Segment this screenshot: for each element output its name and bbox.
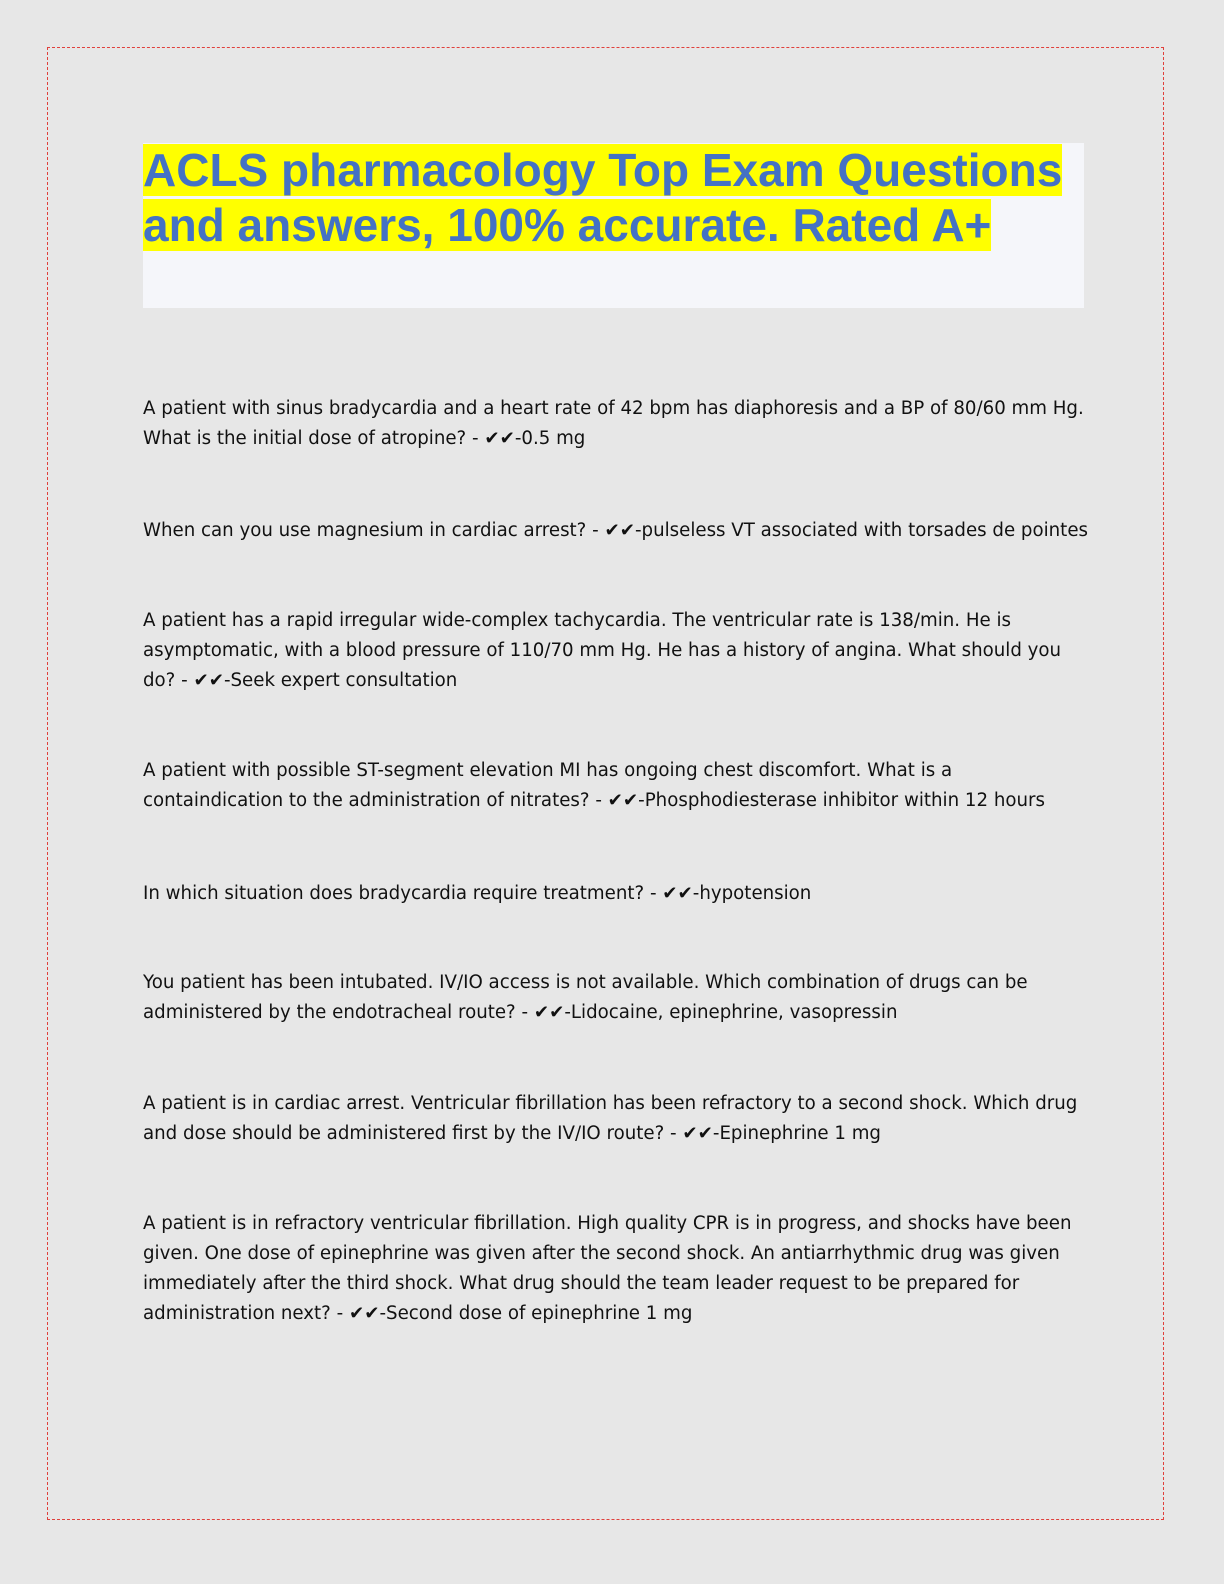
- check-mark-icon: ✔✔: [348, 1303, 380, 1324]
- check-mark-icon: ✔✔: [533, 1002, 565, 1023]
- check-mark-icon: ✔✔: [193, 670, 224, 691]
- question-text: In which situation does bradycardia require treatment?: [143, 883, 645, 904]
- question-text: When can you use magnesium in cardiac arrest?: [143, 520, 587, 541]
- question-text: You patient has been intubated. IV/IO access is not available. Which combination of drugs can be administered by the endotracheal route?: [143, 972, 1028, 1023]
- answer-text: -Epinephrine 1 mg: [712, 1123, 881, 1144]
- question-text: A patient with sinus bradycardia and a heart rate of 42 bpm has diaphoresis and a BP of 80/60 mm Hg. What is the initial dose of atropine?: [143, 398, 1084, 449]
- question-text: A patient has a rapid irregular wide-complex tachycardia. The ventricular rate is 138/min. He is asymptomatic, with a blood pressure of 110/70 mm Hg. He has a history of angina. What should you do?: [143, 610, 1062, 691]
- separator: -: [330, 1303, 349, 1324]
- check-mark-icon: ✔✔: [682, 1123, 713, 1144]
- qa-item-1: [143, 394, 1088, 454]
- separator: -: [515, 1002, 534, 1023]
- qa-item-8: [143, 1209, 1088, 1329]
- title-highlight: ACLS pharmacology Top Exam Questions and answers, 100% accurate. Rated A+: [143, 144, 1063, 251]
- separator: -: [586, 520, 605, 541]
- answer-text: -Seek expert consultation: [223, 670, 458, 691]
- qa-item-5: [143, 879, 1088, 909]
- separator: -: [644, 883, 663, 904]
- answer-text: -Lidocaine, epinephrine, vasopressin: [564, 1002, 898, 1023]
- check-mark-icon: ✔✔: [607, 790, 639, 811]
- qa-item-4: [143, 756, 1088, 816]
- question-text: A patient is in cardiac arrest. Ventricular fibrillation has been refractory to a second shock. Which drug and dose should be administered first by the IV/IO route?: [143, 1093, 1078, 1144]
- answer-text: -hypotension: [692, 883, 812, 904]
- question-text: A patient with possible ST-segment elevation MI has ongoing chest discomfort. What is a containdication to the administration of nitrates?: [143, 760, 953, 811]
- separator: -: [175, 670, 194, 691]
- answer-text: -Phosphodiesterase inhibitor within 12 hours: [638, 790, 1045, 811]
- answer-text: -pulseless VT associated with torsades de pointes: [634, 520, 1088, 541]
- check-mark-icon: ✔✔: [484, 428, 515, 449]
- qa-item-7: [143, 1089, 1088, 1149]
- question-text: A patient is in refractory ventricular fibrillation. High quality CPR is in progress, and shocks have been given. One dose of epinephrine was given after the second shock. An antiarrhythmic drug was given immediately after the third shock. What drug should the team leader request to be prepared for administration next?: [143, 1213, 1072, 1324]
- qa-item-2: [143, 516, 1088, 546]
- check-mark-icon: ✔✔: [662, 883, 693, 904]
- document-title: [143, 143, 1084, 253]
- separator: -: [664, 1123, 683, 1144]
- qa-item-3: [143, 606, 1088, 696]
- qa-item-6: [143, 968, 1088, 1028]
- separator: -: [466, 428, 485, 449]
- answer-text: -0.5 mg: [514, 428, 586, 449]
- check-mark-icon: ✔✔: [604, 520, 635, 541]
- separator: -: [589, 790, 608, 811]
- answer-text: -Second dose of epinephrine 1 mg: [379, 1303, 693, 1324]
